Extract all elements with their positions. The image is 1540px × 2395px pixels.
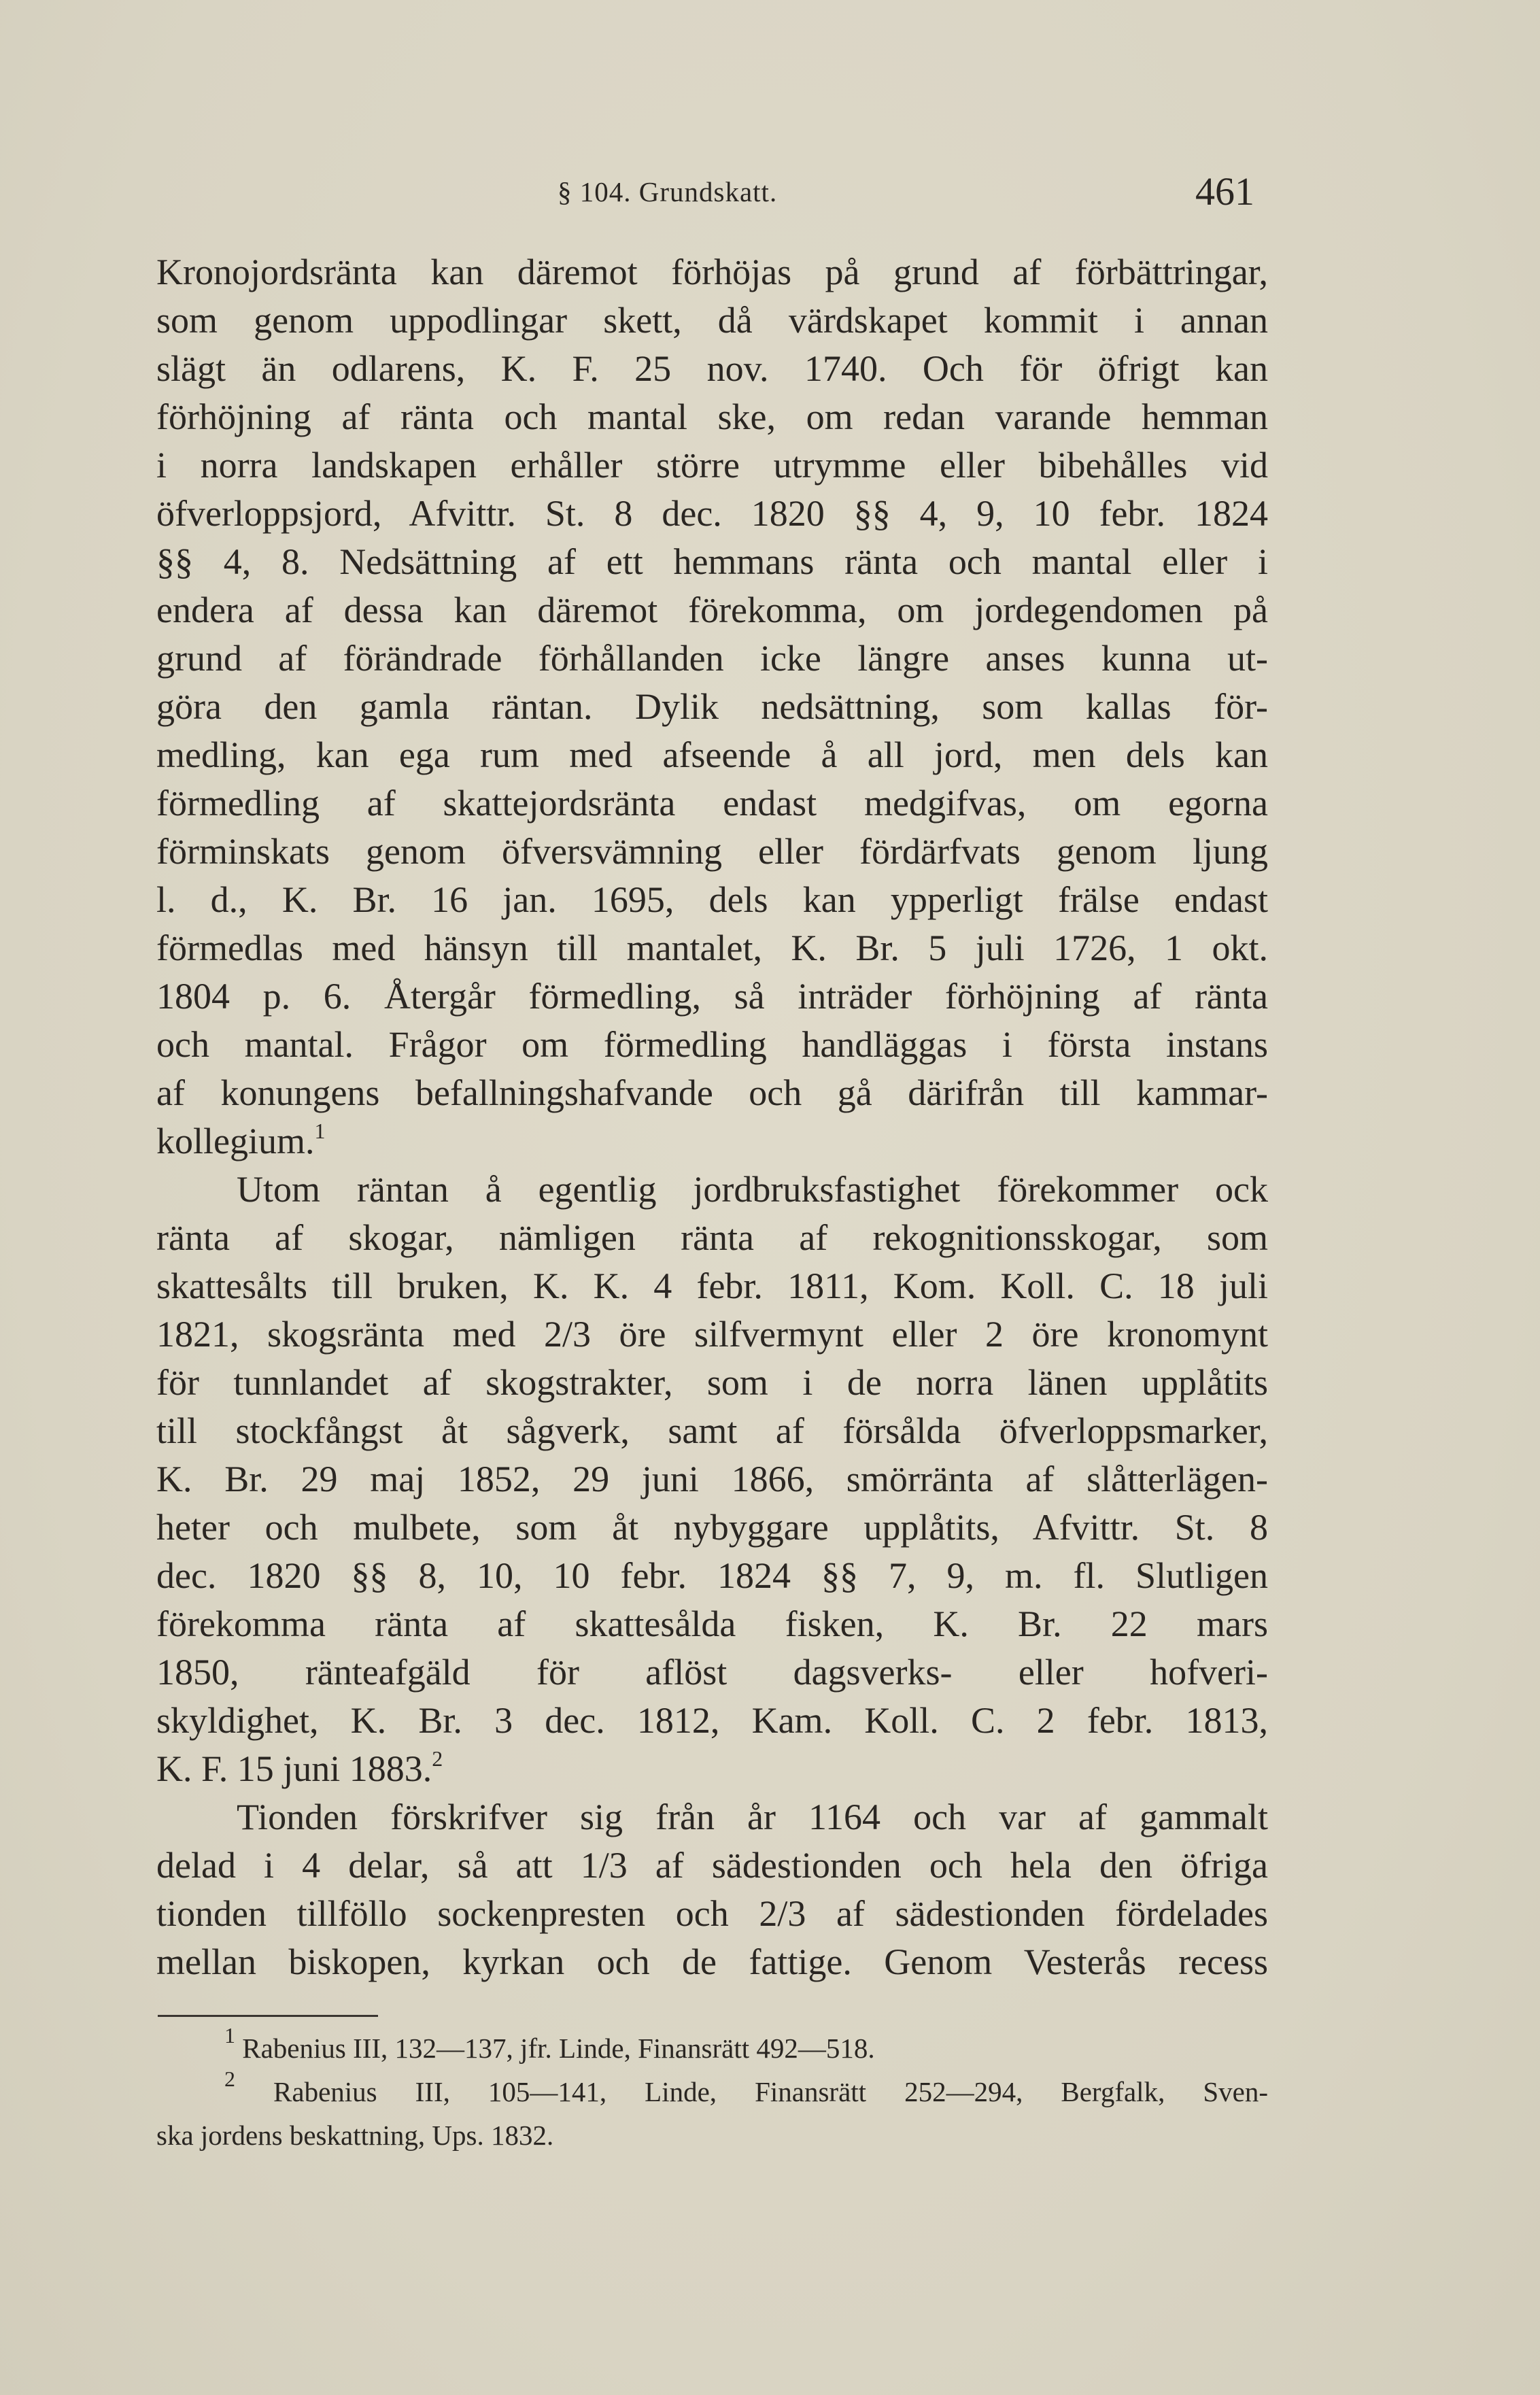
footnotes: [156, 2023, 1269, 2157]
text-line: K. F. 15 juni 1883.: [156, 1748, 432, 1789]
text-line: förmedlas med hänsyn till mantalet, K. Br. 5 juli 1726, 1 okt.: [156, 928, 1268, 968]
footnote-text: Rabenius III, 132—137, jfr. Linde, Finansrätt 492—518.: [242, 2033, 875, 2064]
text-line: §§ 4, 8. Nedsättning af ett hemmans ränta och mantal eller i: [156, 541, 1268, 582]
text-line: förekomma ränta af skattesålda fisken, K. Br. 22 mars: [156, 1603, 1268, 1644]
text-line: förhöjning af ränta och mantal ske, om redan varande hemman: [156, 396, 1268, 437]
text-line: l. d., K. Br. 16 jan. 1695, dels kan ypperligt frälse endast: [156, 879, 1268, 920]
text-line: skyldighet, K. Br. 3 dec. 1812, Kam. Koll. C. 2 febr. 1813,: [156, 1700, 1268, 1741]
footnote-marker: 2: [224, 2067, 235, 2091]
text-line: öfverloppsjord, Afvittr. St. 8 dec. 1820 §§ 4, 9, 10 febr. 1824: [156, 493, 1268, 534]
text-line: göra den gamla räntan. Dylik nedsättning, som kallas för-: [156, 686, 1268, 727]
text-line-with-footnote: [156, 1745, 1268, 1793]
text-line: endera af dessa kan däremot förekomma, om jordegendomen på: [156, 590, 1268, 630]
text-line: grund af förändrade förhållanden icke längre anses kunna ut-: [156, 638, 1268, 679]
text-line: förmedling af skattejordsränta endast medgifvas, om egorna: [156, 783, 1268, 823]
footnote-text: ska jordens beskattning, Ups. 1832.: [156, 2120, 554, 2151]
text-line: skattesålts till bruken, K. K. 4 febr. 1811, Kom. Koll. C. 18 juli: [156, 1266, 1268, 1306]
footnote-ref: 2: [432, 1746, 443, 1771]
paragraph-start-line: Utom räntan å egentlig jordbruksfastighet förekommer ock: [237, 1169, 1268, 1210]
text-line: 1821, skogsränta med 2/3 öre silfvermynt eller 2 öre kronomynt: [156, 1314, 1268, 1355]
text-line-with-footnote: [156, 1117, 1268, 1166]
text-line: ränta af skogar, nämligen ränta af rekognitionsskogar, som: [156, 1217, 1268, 1258]
footnote-ref: 1: [314, 1119, 326, 1143]
text-line: K. Br. 29 maj 1852, 29 juni 1866, smörränta af slåtterlägen-: [156, 1459, 1268, 1499]
footnote-marker: 1: [224, 2023, 235, 2048]
section-title: § 104. Grundskatt.: [558, 176, 778, 207]
footnote-text: Rabenius III, 105—141, Linde, Finansrätt 252—294, Bergfalk, Sven-: [273, 2076, 1269, 2107]
text-line: kollegium.: [156, 1121, 315, 1161]
text-line: och mantal. Frågor om förmedling handläggas i första instans: [156, 1024, 1268, 1065]
text-line: dec. 1820 §§ 8, 10, 10 febr. 1824 §§ 7, 9, m. fl. Slutligen: [156, 1555, 1268, 1596]
text-line: förminskats genom öfversvämning eller fördärfvats genom ljung: [156, 831, 1268, 872]
running-head: [0, 169, 1540, 223]
text-line: 1804 p. 6. Återgår förmedling, så inträder förhöjning af ränta: [156, 976, 1268, 1017]
footnote-2-continued: [156, 2113, 1268, 2157]
text-line: mellan biskopen, kyrkan och de fattige. Genom Vesterås recess: [156, 1941, 1268, 1982]
text-line: tionden tillföllo sockenpresten och 2/3 af sädestionden fördelades: [156, 1893, 1268, 1934]
footnote-2: [156, 2067, 1269, 2113]
text-line: medling, kan ega rum med afseende å all jord, men dels kan: [156, 734, 1268, 775]
page-number: 461: [1195, 169, 1254, 214]
text-line: heter och mulbete, som åt nybyggare upplåtits, Afvittr. St. 8: [156, 1507, 1268, 1548]
text-line: slägt än odlarens, K. F. 25 nov. 1740. Och för öfrigt kan: [156, 348, 1268, 389]
footnote-1: [156, 2023, 1268, 2070]
text-line: till stockfångst åt sågverk, samt af försålda öfverloppsmarker,: [156, 1410, 1268, 1451]
text-line: 1850, ränteafgäld för aflöst dagsverks- eller hofveri-: [156, 1652, 1268, 1693]
paragraph-start-line: Tionden förskrifver sig från år 1164 och var af gammalt: [237, 1797, 1268, 1837]
footnote-divider: [158, 2015, 378, 2017]
text-line: af konungens befallningshafvande och gå därifrån till kammar-: [156, 1072, 1268, 1113]
text-line: i norra landskapen erhåller större utrymme eller bibehålles vid: [156, 445, 1268, 486]
body-text: [156, 248, 1268, 1986]
text-line: som genom uppodlingar skett, då värdskapet kommit i annan: [156, 300, 1268, 341]
text-line: för tunnlandet af skogstrakter, som i de norra länen upplåtits: [156, 1362, 1268, 1403]
text-line: delad i 4 delar, så att 1/3 af sädestionden och hela den öfriga: [156, 1845, 1268, 1886]
text-line: Kronojordsränta kan däremot förhöjas på grund af förbättringar,: [156, 252, 1268, 292]
